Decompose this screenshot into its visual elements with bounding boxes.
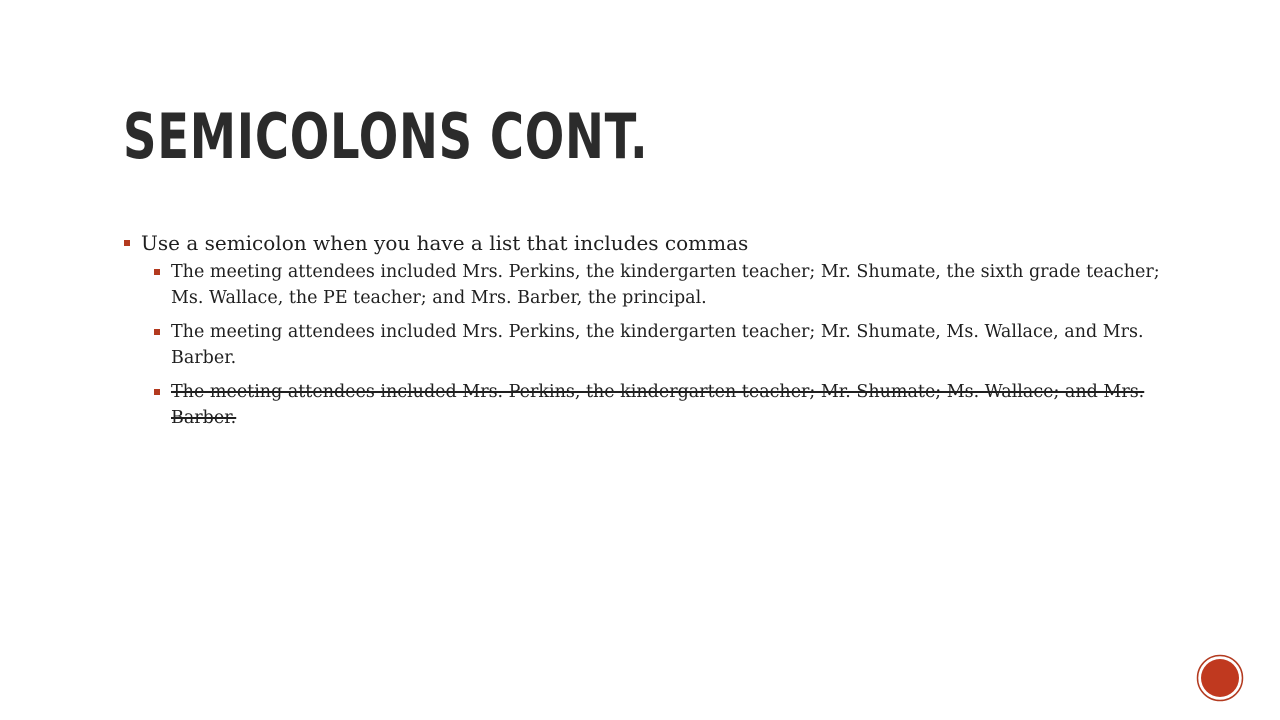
bullet-level-2	[154, 379, 1164, 431]
square-bullet-icon	[154, 329, 160, 335]
example-sentence-1: The meeting attendees included Mrs. Perkins, the kindergarten teacher; Mr. Shumate, the sixth grade teacher; Ms. Wallace, the PE teacher; and Mrs. Barber, the principal.	[171, 262, 1160, 308]
slide-content	[124, 229, 1164, 439]
page-number-circle-icon[interactable]	[1196, 654, 1244, 702]
bullet-level-1	[124, 229, 1164, 257]
square-bullet-icon	[124, 240, 130, 246]
bullet-text: Use a semicolon when you have a list that includes commas	[141, 231, 749, 255]
square-bullet-icon	[154, 269, 160, 275]
example-sentence-3-struck: The meeting attendees included Mrs. Perkins, the kindergarten teacher; Mr. Shumate; Ms. Wallace; and Mrs. Barber.	[171, 382, 1145, 428]
square-bullet-icon	[154, 389, 160, 395]
bullet-level-2	[154, 319, 1164, 371]
bullet-level-2	[154, 259, 1164, 311]
example-sentence-2: The meeting attendees included Mrs. Perkins, the kindergarten teacher; Mr. Shumate, Ms. Wallace, and Mrs. Barber.	[171, 322, 1144, 368]
slide-title: SEMICOLONS CONT.	[123, 100, 649, 173]
